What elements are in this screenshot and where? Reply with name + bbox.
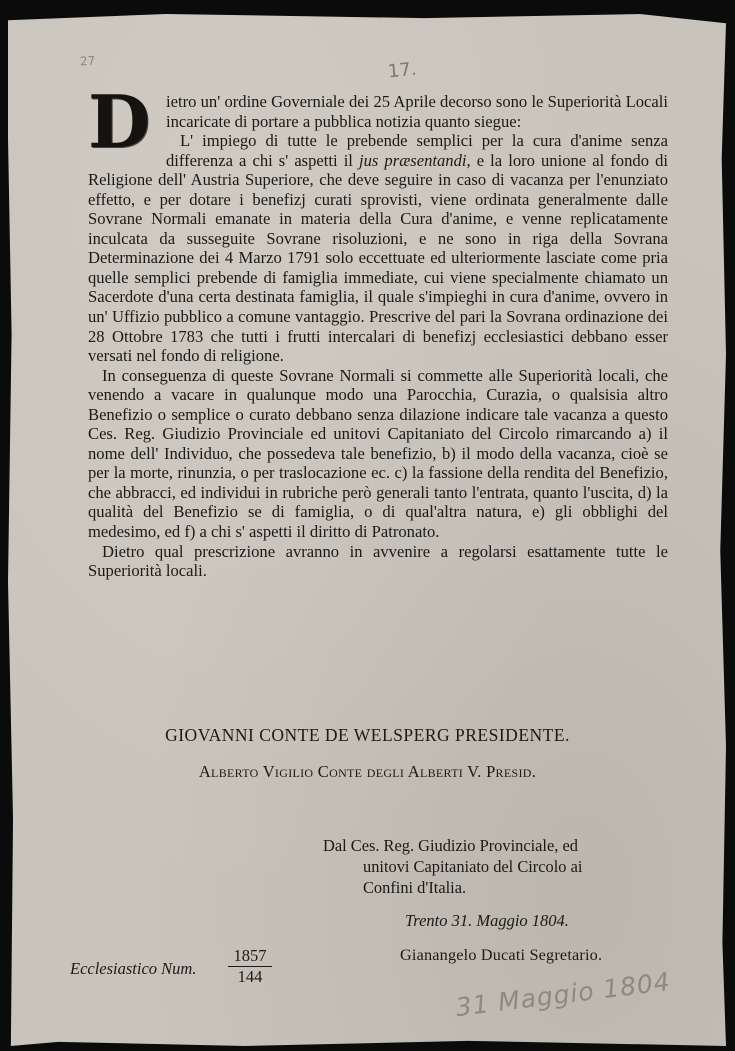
decree-body bbox=[88, 79, 668, 581]
paragraph-impiego-start: L' impiego di tutte le prebende semplici per la cura d'anime senza differenza a chi s' aspetti il bbox=[166, 131, 668, 170]
pencil-date-note: 31 Maggio 1804 bbox=[454, 966, 673, 1023]
secretary-signature: Gianangelo Ducati Segretario. bbox=[400, 946, 603, 964]
drop-cap: D bbox=[88, 79, 151, 164]
registry-numerator: 1857 bbox=[228, 946, 272, 967]
issuer-line-3: Confini d'Italia. bbox=[363, 878, 467, 897]
registry-denominator: 144 bbox=[237, 967, 263, 986]
paragraph-intro: ietro un' ordine Governiale dei 25 Aprile decorso sono le Superiorità Locali incaricate di portare a pubblica notizia quanto siegue: bbox=[166, 92, 668, 131]
paragraph-dietro: Dietro qual prescrizione avranno in avvenire a regolarsi esattamente tutte le Superiorità locali. bbox=[88, 541, 668, 581]
issuer-line-1: Dal Ces. Reg. Giudizio Provinciale, ed bbox=[323, 836, 578, 855]
vice-president-signature: Alberto Vigilio Conte degli Alberti V. Presid. bbox=[198, 762, 537, 781]
issuing-office bbox=[323, 835, 679, 898]
issuer-line-2: unitovi Capitaniato del Circolo ai bbox=[363, 857, 583, 876]
paragraph-impiego bbox=[88, 131, 668, 366]
president-signature: GIOVANNI CONTE DE WELSPERG PRESIDENTE. bbox=[165, 725, 570, 745]
jus-praesentandi: jus præsentandi bbox=[359, 150, 467, 170]
paragraph-impiego-rest: , e la loro unione al fondo di Religione dell' Austria Superiore, che deve seguire in caso di vacanza per l'enunziato effetto, e per dotare i benefizj curati sprovisti, viene ordinata generalmente dalle Sovrane Normali emanate in materia della Cura d'anime, e venne replicatamente inculcata da susseguite Sovrane risoluzioni, e ne sono in riga della Sovrana Determinazione dei 4 Marzo 1791 solo eccettuate ed ulteriormente lasciate come pria quelle semplici prebende di famiglia immediate, cui viene specialmente chiamato un Sacerdote d'una certa destinata famiglia, il quale s'impieghi in cura d'anime, ovvero in un' Uffizio pubblico a comune vantaggio. Prescrive del pari la Sovrana ordinazione dei 28 Ottobre 1783 che tutti i frutti intercalari di benefizj ecclesiastici debbano esser versati nel fondo di religione. bbox=[88, 150, 668, 366]
registry-number bbox=[228, 946, 272, 987]
date-line: Trento 31. Maggio 1804. bbox=[405, 911, 569, 930]
registry-label: Ecclesiastico Num. bbox=[70, 959, 197, 978]
pencil-number: 27 bbox=[79, 53, 96, 69]
paragraph-conseguenza: In conseguenza di queste Sovrane Normali si commette alle Superiorità locali, che venendo a vacare in qualunque modo una Parocchia, Curazia, o qualsisia altro Benefizio o semplice o curato debbano senza dilazione indicare tale vacanza a questo Ces. Reg. Giudizio Provinciale ed unitovi Capitaniato del Circolo rimarcando a) il nome dell' Individuo, che possedeva tale benefizio, b) il modo della vacanza, cioè se per la morte, rinunzia, o per traslocazione ec. c) la fassione della rendita del Benefizio, che abbracci, ed individui in rubriche però generali tanto l'entrata, quanto l'uscita, d) la qualità del Benefizio se di famiglia, o di qual'altra natura, e) gli obblighi del medesimo, ed f) a chi s' aspetti il diritto di Patronato. bbox=[88, 365, 668, 542]
page-number: 17. bbox=[386, 58, 418, 83]
